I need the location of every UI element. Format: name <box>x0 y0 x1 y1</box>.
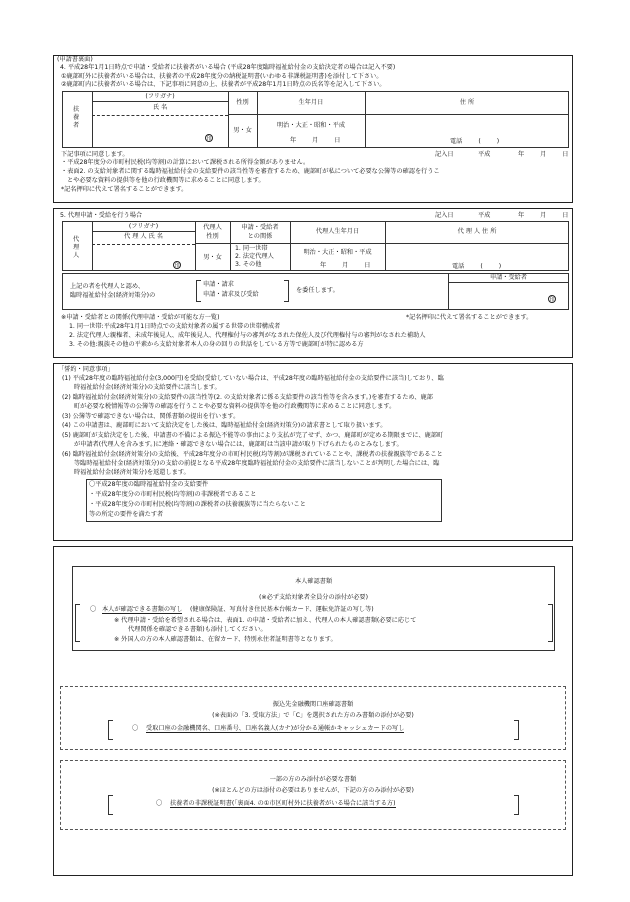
proxy-furigana-header: (フリガナ) <box>128 223 159 230</box>
sex-header: 性別 <box>236 99 249 106</box>
id-note-foreign: ※ 外国人の方の本人確認書類は、在留カード、特別永住者証明書等となります。 <box>114 636 337 643</box>
relation-note-title: ※申請・受給者との関係(代理申請・受給が可能な方一覧) <box>61 314 220 321</box>
seal-mark: 印 <box>206 136 212 142</box>
dob-ymd: 年 月 日 <box>290 137 341 144</box>
era-options[interactable]: 明治・大正・昭和・平成 <box>276 122 346 129</box>
proxy-row-label-2: 理 <box>73 244 80 251</box>
note-outside-town: ①鹿部町外に扶養者がいる場合は、扶養者の平成28年度分の納税証明書(いわゆる非課税証明書)を添付して下さい。 <box>61 73 383 80</box>
dependent-row-label-1: 扶 <box>73 106 80 113</box>
relation-header-1: 申請・受給者 <box>241 224 279 231</box>
sex-options[interactable]: 男・女 <box>233 127 252 134</box>
section-title: 4. 平成28年1月1日時点で申請・受給者に扶養者がいる場合 (平成28年度臨時福祉給付金の支給決定者の場合は記入不要) <box>60 64 396 71</box>
requirement-1: ・平成28年度分の市町村民税(均等割)の非課税者であること <box>89 491 257 498</box>
id-circle-mark: 〇 <box>90 606 97 613</box>
pledge-item-4: (4) この申請書は、鹿部町において支給決定をした後は、臨時福祉給付金(経済対策分)の請求書として取り扱います。 <box>62 422 387 429</box>
partial-circle-mark: 〇 <box>156 800 163 807</box>
relation-option-3[interactable]: 3. その他 <box>235 261 262 268</box>
relation-option-1[interactable]: 1. 同一世帯 <box>235 245 268 252</box>
relation-note-1: 1. 同一世帯:平成28年1月1日時点での支給対象者の属する世帯の世帯構成者 <box>69 323 281 330</box>
pledge-title: 「誓約・同意事項」 <box>58 366 114 373</box>
bank-documents-title: 振込先金融機関口座確認書類 <box>272 701 354 708</box>
entry-date-label: 記入日 <box>435 151 454 158</box>
proxy-row-label-3: 人 <box>73 252 80 259</box>
partial-documents-title: 一部の方のみ添付が必要な書類 <box>269 776 357 783</box>
bank-main-requirement: 受取口座の金融機関名、口座番号、口座名義人(カナ)が分かる通帳かキャッシュカードの写し <box>146 725 405 732</box>
requirement-2: ・平成28年度分の市町村民税(均等割)の課税者の扶養親族等に当たらないこと <box>89 501 306 508</box>
pledge-item-6c: 時福祉給付金(経済対策分)を返還します。 <box>74 469 190 476</box>
proxy-sex-header-2: 性別 <box>206 233 219 240</box>
proxy-sex-header-1: 代理人 <box>203 224 222 231</box>
applicant-header: 申請・受給者 <box>489 274 528 281</box>
id-bracket-left <box>75 604 80 642</box>
partial-documents-box <box>60 760 566 830</box>
id-main-requirement: 本人が確認できる書類の写し <box>102 606 183 613</box>
signature-note: *記名押印に代えて署名することができます。 <box>61 186 188 193</box>
pledge-item-6b: 等臨時福祉給付金(経済対策分)の支給の前提となる平成28年度臨時福祉給付金の支給要件に該当しないことが判明した場合には、臨 <box>74 460 440 467</box>
address-header: 住 所 <box>459 99 475 106</box>
pledge-item-6: (6) 臨時福祉給付金(経済対策分)の支給後、平成28年度分の市町村民税(均等割)が課税されていることや、課税者の扶養親族等であること <box>62 451 443 458</box>
delegation-text-2: 臨時福祉給付金(経済対策分)の <box>70 292 156 299</box>
id-note-proxy: ※ 代理申請・受給を希望される場合は、表面1. の申請・受給者に加え、代理人の本人確認書類(必要に応じて <box>114 617 417 624</box>
proxy-seal-mark: 印 <box>174 263 180 269</box>
relation-header-2: との関係 <box>247 233 273 240</box>
applicant-seal-mark: 印 <box>549 297 555 303</box>
pledge-item-5: (5) 鹿部町が支給決定をした後、申請書の不備による振込不能等の事由により支払が完了せず、かつ、鹿部町が定める期限までに、鹿部町 <box>62 432 444 439</box>
partial-bracket-right <box>514 795 519 815</box>
pledge-item-2b: 町が必要な税情報等の公簿等の確認を行うことや必要な資料の提供等を他の行政機関等に求めることに同意します。 <box>74 403 396 410</box>
bank-documents-subtitle: (※表面の「3. 受取方法」で「C」を選択された方のみ書類の添付が必要) <box>212 712 414 719</box>
proxy-signature-note: *記名押印に代えて署名することができます。 <box>406 314 533 321</box>
proxy-dob-header: 代理人生年月日 <box>315 228 360 235</box>
id-note-proxy-b: 代理関係を確認できる書類)も添付してください。 <box>128 626 267 633</box>
entry-date-ymd[interactable]: 年 月 日 <box>518 151 569 158</box>
pledge-item-1b: 時福祉給付金(経済対策分)の支給要件に該当します。 <box>74 384 221 391</box>
proxy-date-era: 平成 <box>478 212 491 219</box>
relation-note-3: 3. その他:親族その他の平素から支給対象者本人の身の回りの世話をしている方等で鹿部町が特に認める方 <box>69 341 364 348</box>
partial-documents-subtitle: (※ほとんどの方は添付の必要はありませんが、下記の方のみ添付が必要) <box>212 787 414 794</box>
proxy-title: 5. 代理申請・受給を行う場合 <box>60 212 143 219</box>
entry-date-era: 平成 <box>478 151 491 158</box>
proxy-row-label-1: 代 <box>73 236 80 243</box>
partial-main-requirement: 扶養者の非課税証明書(「裏面4. の①市区町村外に扶養者がいる場合に該当する方) <box>170 800 396 807</box>
bank-bracket-right <box>514 720 519 740</box>
proxy-era-options[interactable]: 明治・大正・昭和・平成 <box>303 249 372 256</box>
delegation-option-request[interactable]: 申請・請求 <box>203 281 234 288</box>
proxy-phone-label: 電話 ( ) <box>452 263 502 270</box>
id-main-examples: (健康保険証、写真付き住民基本台帳カード、運転免許証の写し等) <box>190 606 374 613</box>
furigana-header: (フリガナ) <box>145 93 175 100</box>
pledge-item-1: (1) 平成28年度の臨時福祉給付金(3,000円)を受給(受給していない場合は、平成28年度の臨時福祉給付金の支給要件に該当)しており、臨 <box>62 375 444 382</box>
phone-label: 電話 ( ) <box>450 138 500 145</box>
dob-header: 生年月日 <box>298 99 324 106</box>
partial-bracket-left <box>108 795 113 815</box>
agree-bullet-2b: とや必要な資料の提供等を他の行政機関等に求めることに同意します。 <box>67 177 265 184</box>
proxy-date-ymd[interactable]: 年 月 日 <box>518 212 569 219</box>
agree-bullet-1: ・平成28年度分の市町村民税(均等割)の計算において課税される所得金額がありません。 <box>61 159 310 166</box>
delegation-option-request-receive[interactable]: 申請・請求及び受給 <box>203 291 259 298</box>
form-back-header: (申請書裏面) <box>57 56 93 63</box>
delegation-text-1: 上記の者を代理人と認め、 <box>70 283 145 290</box>
note-inside-town: ②鹿部町内に扶養者がいる場合は、下記事項に同意の上、扶養者が平成28年1月1日時点の氏名等を記入して下さい。 <box>61 81 386 88</box>
dependent-row-label-3: 者 <box>73 122 80 129</box>
agree-bullet-2: ・表面2. の支給対象者に関する臨時福祉給付金の支給要件の該当性等を審査するため、鹿部町が私について必要な公簿等の確認を行うこ <box>61 168 440 175</box>
id-bracket-right <box>548 604 553 642</box>
bank-circle-mark: 〇 <box>132 725 139 732</box>
dependent-row-label-2: 養 <box>73 114 80 121</box>
requirements-title: 〇平成28年度の臨時福祉給付金の支給要件 <box>89 481 209 488</box>
agree-text: 下記事項に同意します。 <box>61 151 129 158</box>
requirements-footer: 等の所定の要件を満たす者 <box>89 511 164 518</box>
pledge-item-3: (3) 公簿等で確認できない場合は、関係書類の提出を行います。 <box>62 413 240 420</box>
id-documents-subtitle: (※必ず支給対象者全員分の添付が必要) <box>258 594 368 601</box>
proxy-dob-ymd: 年 月 日 <box>320 262 371 269</box>
pledge-item-5b: が申請者(代理人を含みます。)に連絡・確認できない場合には、鹿部町は当該申請が取り下げられたものとみなします。 <box>74 441 403 448</box>
name-header: 氏 名 <box>152 104 168 111</box>
proxy-sex-options[interactable]: 男・女 <box>203 254 222 261</box>
relation-option-2[interactable]: 2. 法定代理人 <box>235 253 274 260</box>
relation-note-2: 2. 法定代理人:親権者、未成年後見人、成年後見人、代理権付与の審判がなされた保佐人及び代理権付与の審判がなされた補助人 <box>69 332 426 339</box>
bank-bracket-left <box>108 720 113 740</box>
proxy-name-header: 代 理 人 氏 名 <box>124 233 163 240</box>
pledge-item-2: (2) 臨時福祉給付金(経済対策分)の支給要件の該当性等(2. の支給対象者に係る支給要件の該当性等を含みます。)を審査するため、鹿部 <box>62 394 433 401</box>
proxy-date-label: 記入日 <box>435 212 454 219</box>
delegation-suffix: を委任します。 <box>296 287 339 294</box>
proxy-address-header: 代 理 人 住 所 <box>457 228 497 235</box>
id-documents-title: 本人確認書類 <box>294 578 333 585</box>
